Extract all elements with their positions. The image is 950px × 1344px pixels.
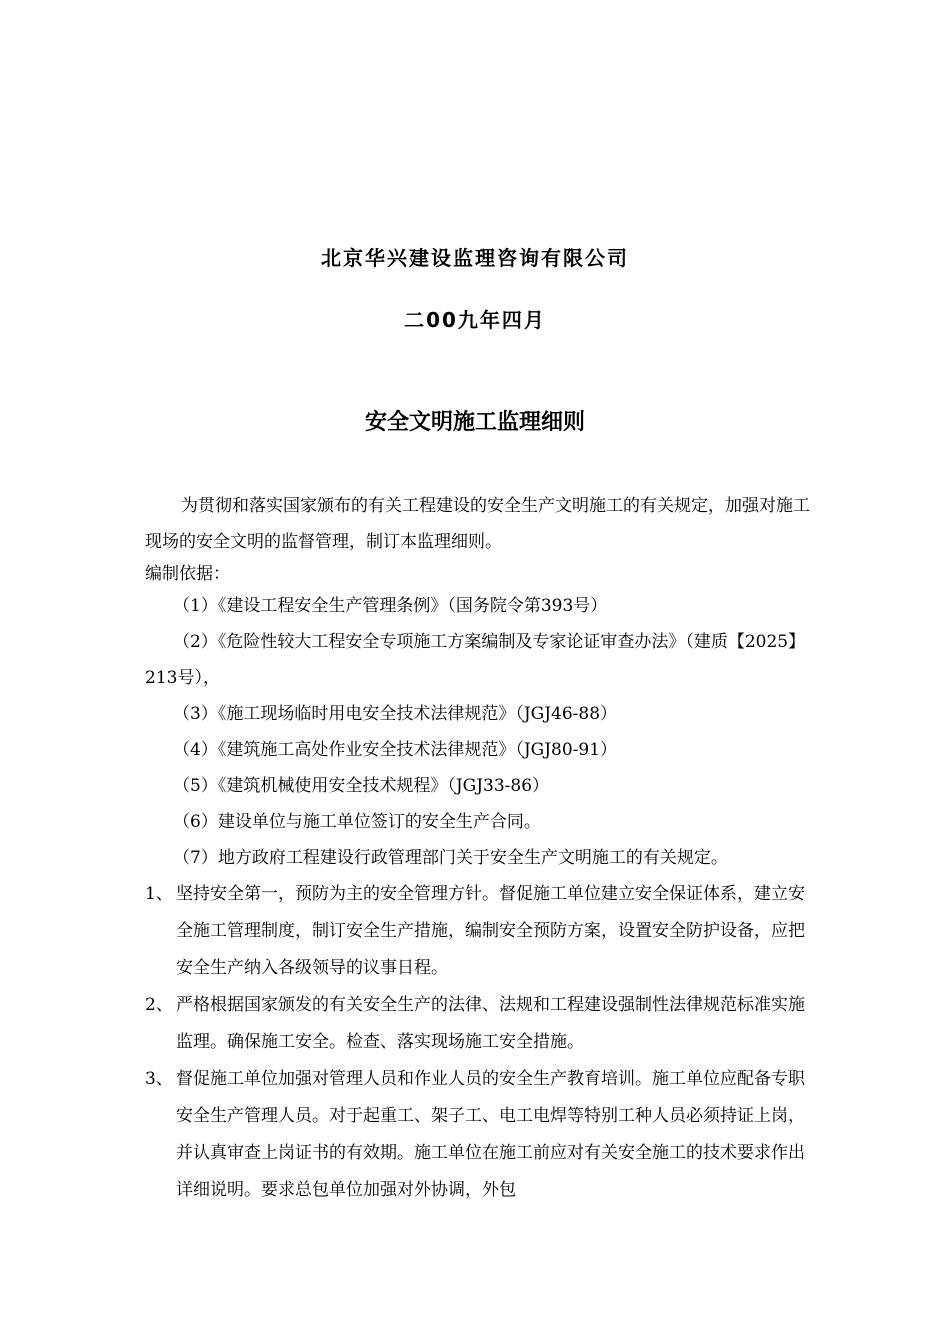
basis-item-2: （2）《危险性较大工程安全专项施工方案编制及专家论证审查办法》（建质【2025】213号）， <box>145 632 806 688</box>
document-title: 安全文明施工监理细则 <box>364 410 585 435</box>
basis-item-7: （7）地方政府工程建设行政管理部门关于安全生产文明施工的有关规定。 <box>173 848 728 868</box>
intro-paragraph: 为贯彻和落实国家颁布的有关工程建设的安全生产文明施工的有关规定，加强对施工现场的安全文明的监督管理，制订本监理细则。 <box>145 496 810 552</box>
basis-item-6: （6）建设单位与施工单位签订的安全生产合同。 <box>173 812 541 832</box>
rule-3 <box>145 1061 810 1209</box>
rule-number: 3、 <box>145 1069 173 1089</box>
basis-item-5: （5）《建筑机械使用安全技术规程》（JGJ33-86） <box>173 776 550 796</box>
document-body <box>145 488 810 1209</box>
rule-1 <box>145 876 810 987</box>
basis-item-3: （3）《施工现场临时用电安全技术法律规范》（JGJ46-88） <box>173 704 618 724</box>
rule-number: 2、 <box>145 995 173 1015</box>
rule-number: 1、 <box>145 884 173 904</box>
rule-2 <box>145 987 810 1061</box>
rule-text: 坚持安全第一，预防为主的安全管理方针。督促施工单位建立安全保证体系，建立安全施工管理制度，制订安全生产措施，编制安全预防方案，设置安全防护设备，应把安全生产纳入各级领导的议事日程。 <box>176 884 805 978</box>
basis-item-1: （1）《建设工程安全生产管理条例》（国务院令第393号） <box>173 596 608 616</box>
basis-item-4: （4）《建筑施工高处作业安全技术法律规范》（JGJ80-91） <box>173 740 618 760</box>
basis-label: 编制依据： <box>145 564 230 584</box>
company-name: 北京华兴建设监理咨询有限公司 <box>321 246 629 270</box>
rule-text: 督促施工单位加强对管理人员和作业人员的安全生产教育培训。施工单位应配备专职安全生产管理人员。对于起重工、架子工、电工电焊等特别工种人员必须持证上岗，并认真审查上岗证书的有效期。施工单位在施工前应对有关安全施工的技术要求作出详细说明。要求总包单位加强对外协调，外包 <box>176 1069 805 1200</box>
rule-text: 严格根据国家颁发的有关安全生产的法律、法规和工程建设强制性法律规范标准实施监理。确保施工安全。检查、落实现场施工安全措施。 <box>176 995 805 1052</box>
document-date: 二00九年四月 <box>404 308 546 332</box>
